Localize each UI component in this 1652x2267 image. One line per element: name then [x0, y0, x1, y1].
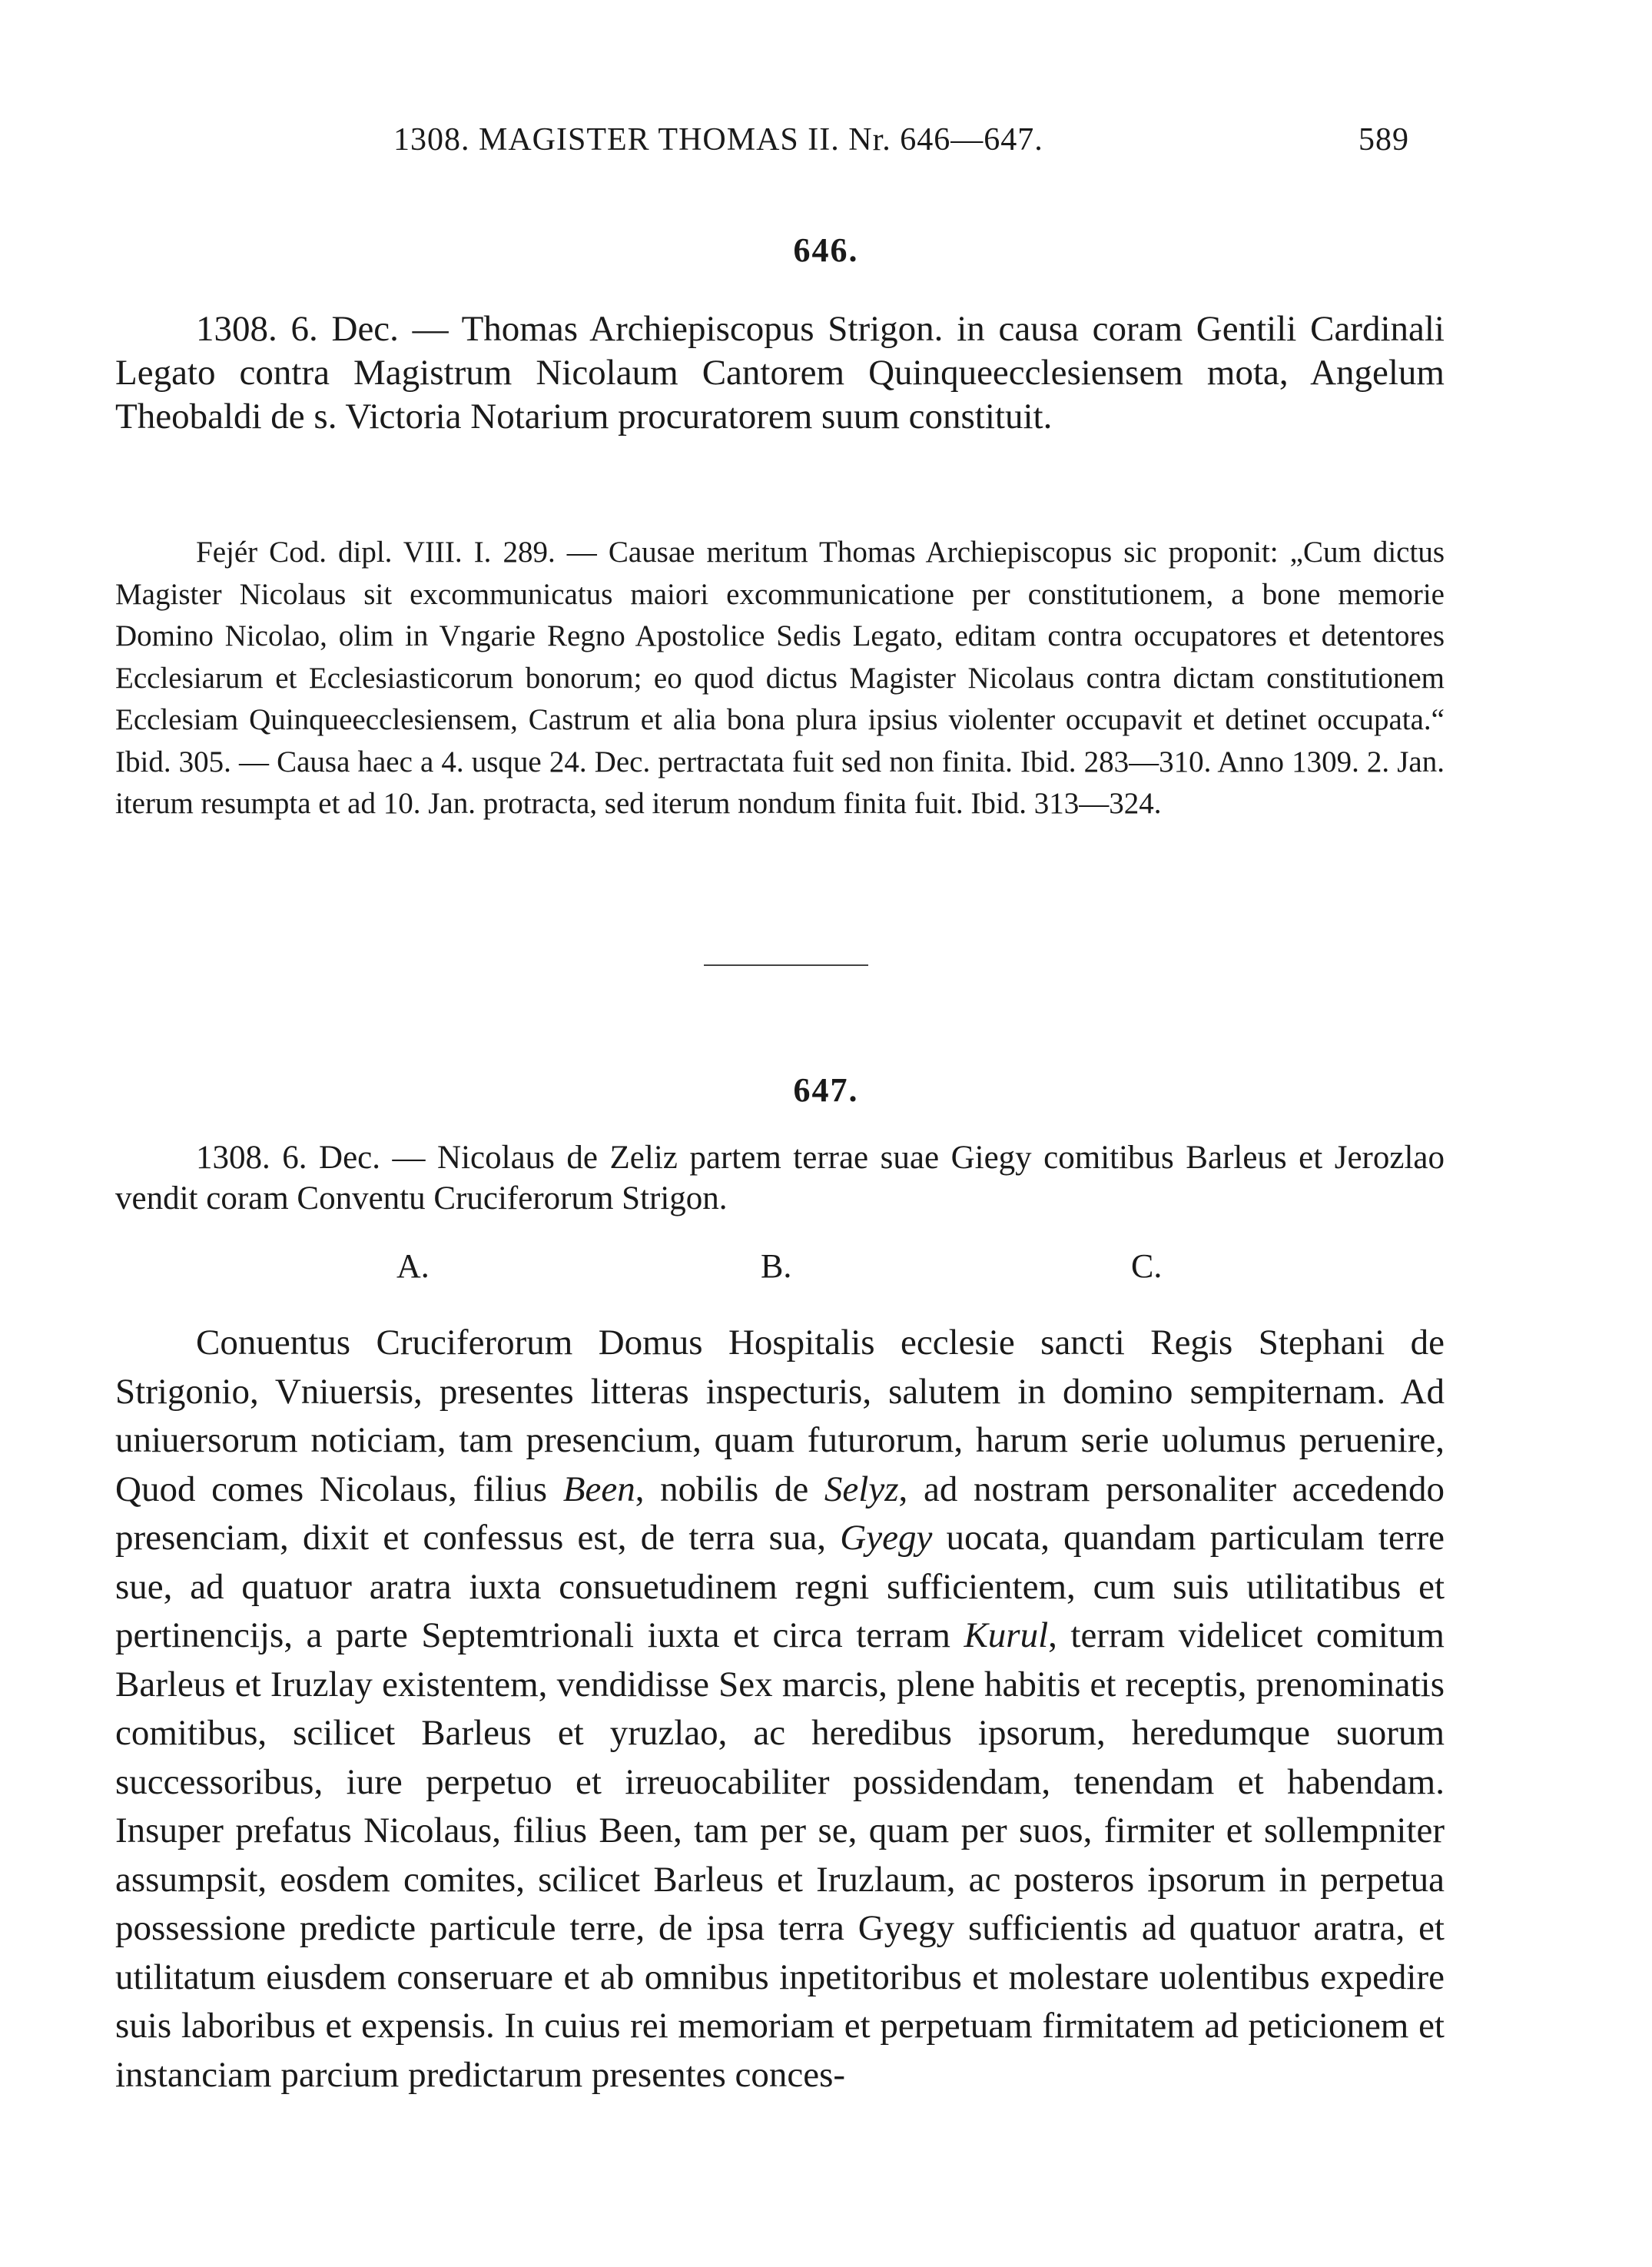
charter-paragraph [115, 1319, 1445, 2099]
regest-646-text: 1308. 6. Dec. — Thomas Archiepiscopus Strigon. in causa coram Gentili Cardinali Legato contra Magistrum Nicolaum Cantorem Quinqueecclesiensem mota, Angelum Theobaldi de s. Victoria Notarium procuratorem suum constituit. [115, 309, 1445, 436]
charter-segment: , terram videlicet comitum Barleus et Iruzlay existentem, vendidisse Sex marcis, plene habitis et receptis, prenominatis comitibus, scilicet Barleus et yruzlao, ac heredibus ipsorum, heredumque suorum successoribus, iure perpetuo et irreuocabiliter possidendam, tenendam et habendam. Insuper prefatus Nicolaus, filius Been, tam per se, quam per suos, firmiter et sollempniter assumpsit, eosdem comites, scilicet Barleus et Iruzlaum, ac posteros ipsorum in perpetua possessione predicte particule terre, de ipsa terra Gyegy sufficientis ad quatuor aratra, et utilitatum eiusdem conseruare et ab omnibus inpetitoribus et molestare uolentibus expedire suis laboribus et expensis. In cuius rei memoriam et perpetuam firmitatem ad peticionem et instanciam parcium predictarum presentes conces- [115, 1615, 1445, 2095]
regest-646 [115, 307, 1445, 439]
charter-name-been: Been [562, 1469, 635, 1509]
version-b: B. [761, 1247, 792, 1285]
notes-646 [115, 532, 1445, 825]
regest-647 [115, 1137, 1445, 1219]
charter-segment: , ad nostram personaliter accedendo presenciam, dixit et confessus est, de terra sua, [115, 1469, 1445, 1558]
charter-text [115, 1319, 1445, 2099]
charter-name-kurul: Kurul [964, 1615, 1049, 1655]
charter-name-gyegy: Gyegy [840, 1518, 933, 1558]
section-separator [704, 964, 868, 966]
charter-segment: Conuentus Cruciferorum Domus Hospitalis ecclesie sancti Regis Stephani de Strigonio, Vniuersis, presentes litteras inspecturis, salutem in domino sempiternam. Ad uniuersorum noticiam, tam presencium, quam futurorum, harum serie uolumus peruenire, Quod comes Nicolaus, filius [115, 1323, 1445, 1509]
charter-segment: uocata, quandam particulam terre sue, ad quatuor aratra iuxta consuetudinem regni sufficientem, cum suis utilitatibus et pertinencijs, a parte Septemtrionali iuxta et circa terram [115, 1518, 1445, 1655]
document-number-646: 646. [793, 231, 859, 269]
charter-segment: , nobilis de [635, 1469, 824, 1509]
version-a: A. [396, 1247, 430, 1285]
regest-647-text: 1308. 6. Dec. — Nicolaus de Zeliz partem terrae suae Giegy comitibus Barleus et Jerozlao vendit coram Conventu Cruciferorum Strigon. [115, 1140, 1445, 1216]
running-head-title: 1308. MAGISTER THOMAS II. Nr. 646—647. [393, 122, 1043, 158]
version-c: C. [1131, 1247, 1163, 1285]
charter-name-selyz: Selyz [824, 1469, 899, 1509]
document-number-647: 647. [793, 1071, 859, 1109]
notes-646-text: Fejér Cod. dipl. VIII. I. 289. — Causae meritum Thomas Archiepiscopus sic proponit: „Cum dictus Magister Nicolaus sit excommunicatus maiori excommunicatione per constitutionem, a bone memorie Domino Nicolao, olim in Vngarie Regno Apostolice Sedis Legato, editam contra occupatores et detentores Ecclesiarum et Ecclesiasticorum bonorum; eo quod dictus Magister Nicolaus contra dictam constitutionem Ecclesiam Quinqueecclesiensem, Castrum et alia bona plura ipsius violenter occupavit et detinet occupata.“ Ibid. 305. — Causa haec a 4. usque 24. Dec. pertractata fuit sed non finita. Ibid. 283—310. Anno 1309. 2. Jan. iterum resumpta et ad 10. Jan. protracta, sed iterum nondum finita fuit. Ibid. 313—324. [115, 536, 1445, 820]
page-number: 589 [1358, 122, 1409, 158]
